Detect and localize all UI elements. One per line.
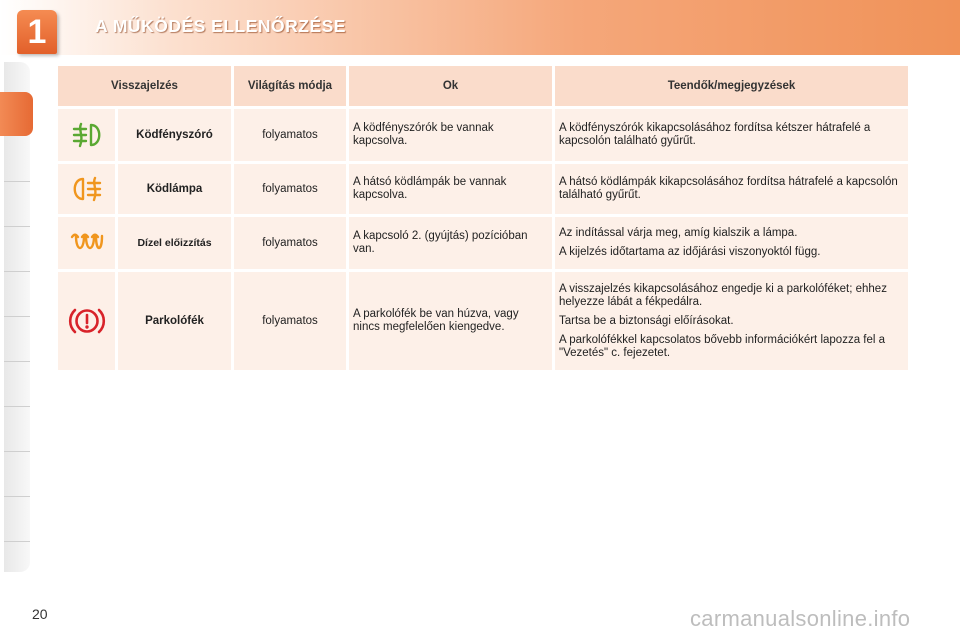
chapter-tab[interactable] [4, 407, 30, 452]
note-text: A parkolófékkel kapcsolatos bővebb információkért lapozza fel a "Vezetés" c. fejezetet. [559, 333, 886, 359]
indicator-name: Parkolófék [118, 272, 231, 370]
indicator-mode: folyamatos [234, 164, 346, 214]
note-text: A visszajelzés kikapcsolásához engedje ki a parkolóféket; ehhez helyezze lábát a fékpedálra. [559, 282, 887, 308]
chapter-tab[interactable] [4, 497, 30, 542]
chapter-tab[interactable] [4, 227, 30, 272]
page-title: A MŰKÖDÉS ELLENŐRZÉSE [95, 16, 346, 36]
chapter-tab[interactable] [4, 317, 30, 362]
page-number: 20 [32, 606, 48, 622]
parking-brake-icon [67, 305, 107, 337]
note-text: A ködfényszórók kikapcsolásához fordítsa kétszer hátrafelé a kapcsolón található gyűrűt. [559, 122, 871, 147]
indicator-mode: folyamatos [234, 217, 346, 269]
indicator-mode: folyamatos [234, 109, 346, 161]
header-indicator: Visszajelzés [58, 66, 231, 106]
warning-lights-table [55, 63, 911, 373]
indicator-name: Ködlámpa [118, 164, 231, 214]
note-text: A hátsó ködlámpák kikapcsolásához fordítsa hátrafelé a kapcsolón található gyűrűt. [559, 176, 898, 201]
rear-fog-light-icon [70, 175, 104, 203]
chapter-badge: 1 [17, 10, 57, 54]
note-text: A kijelzés időtartama az időjárási viszonyoktól függ. [559, 246, 821, 258]
indicator-name: Ködfényszóró [118, 109, 231, 161]
indicator-cause: A ködfényszórók be vannak kapcsolva. [349, 109, 552, 161]
header-cause: Ok [349, 66, 552, 106]
chapter-tab[interactable] [4, 182, 30, 227]
chapter-tab[interactable] [4, 362, 30, 407]
table-row [58, 109, 908, 161]
chapter-tab[interactable] [4, 272, 30, 317]
indicator-cause: A kapcsoló 2. (gyújtás) pozícióban van. [349, 217, 552, 269]
icon-cell [58, 164, 115, 214]
indicator-notes [555, 272, 908, 370]
watermark: carmanualsonline.info [690, 606, 911, 631]
indicator-notes [555, 109, 908, 161]
icon-cell [58, 109, 115, 161]
table-row [58, 272, 908, 370]
indicator-notes [555, 217, 908, 269]
note-text: Tartsa be a biztonsági előírásokat. [559, 314, 734, 327]
chapter-tab-active[interactable] [0, 92, 33, 136]
indicator-name: Dízel előizzítás [118, 217, 231, 269]
indicator-notes [555, 164, 908, 214]
chapter-tabs [0, 62, 33, 572]
header-mode: Világítás módja [234, 66, 346, 106]
icon-cell [58, 217, 115, 269]
chapter-tab[interactable] [4, 137, 30, 182]
header-actions: Teendők/megjegyzések [555, 66, 908, 106]
indicator-cause: A parkolófék be van húzva, vagy nincs megfelelően kiengedve. [349, 272, 552, 370]
icon-cell [58, 272, 115, 370]
table-header-row [58, 66, 908, 106]
chapter-tab[interactable] [4, 452, 30, 497]
table-row [58, 217, 908, 269]
note-text: Az indítással várja meg, amíg kialszik a lámpa. [559, 227, 798, 239]
front-fog-light-icon [70, 121, 104, 149]
diesel-preheating-icon [69, 232, 105, 254]
indicator-cause: A hátsó ködlámpák be vannak kapcsolva. [349, 164, 552, 214]
table-row [58, 164, 908, 214]
indicator-mode: folyamatos [234, 272, 346, 370]
